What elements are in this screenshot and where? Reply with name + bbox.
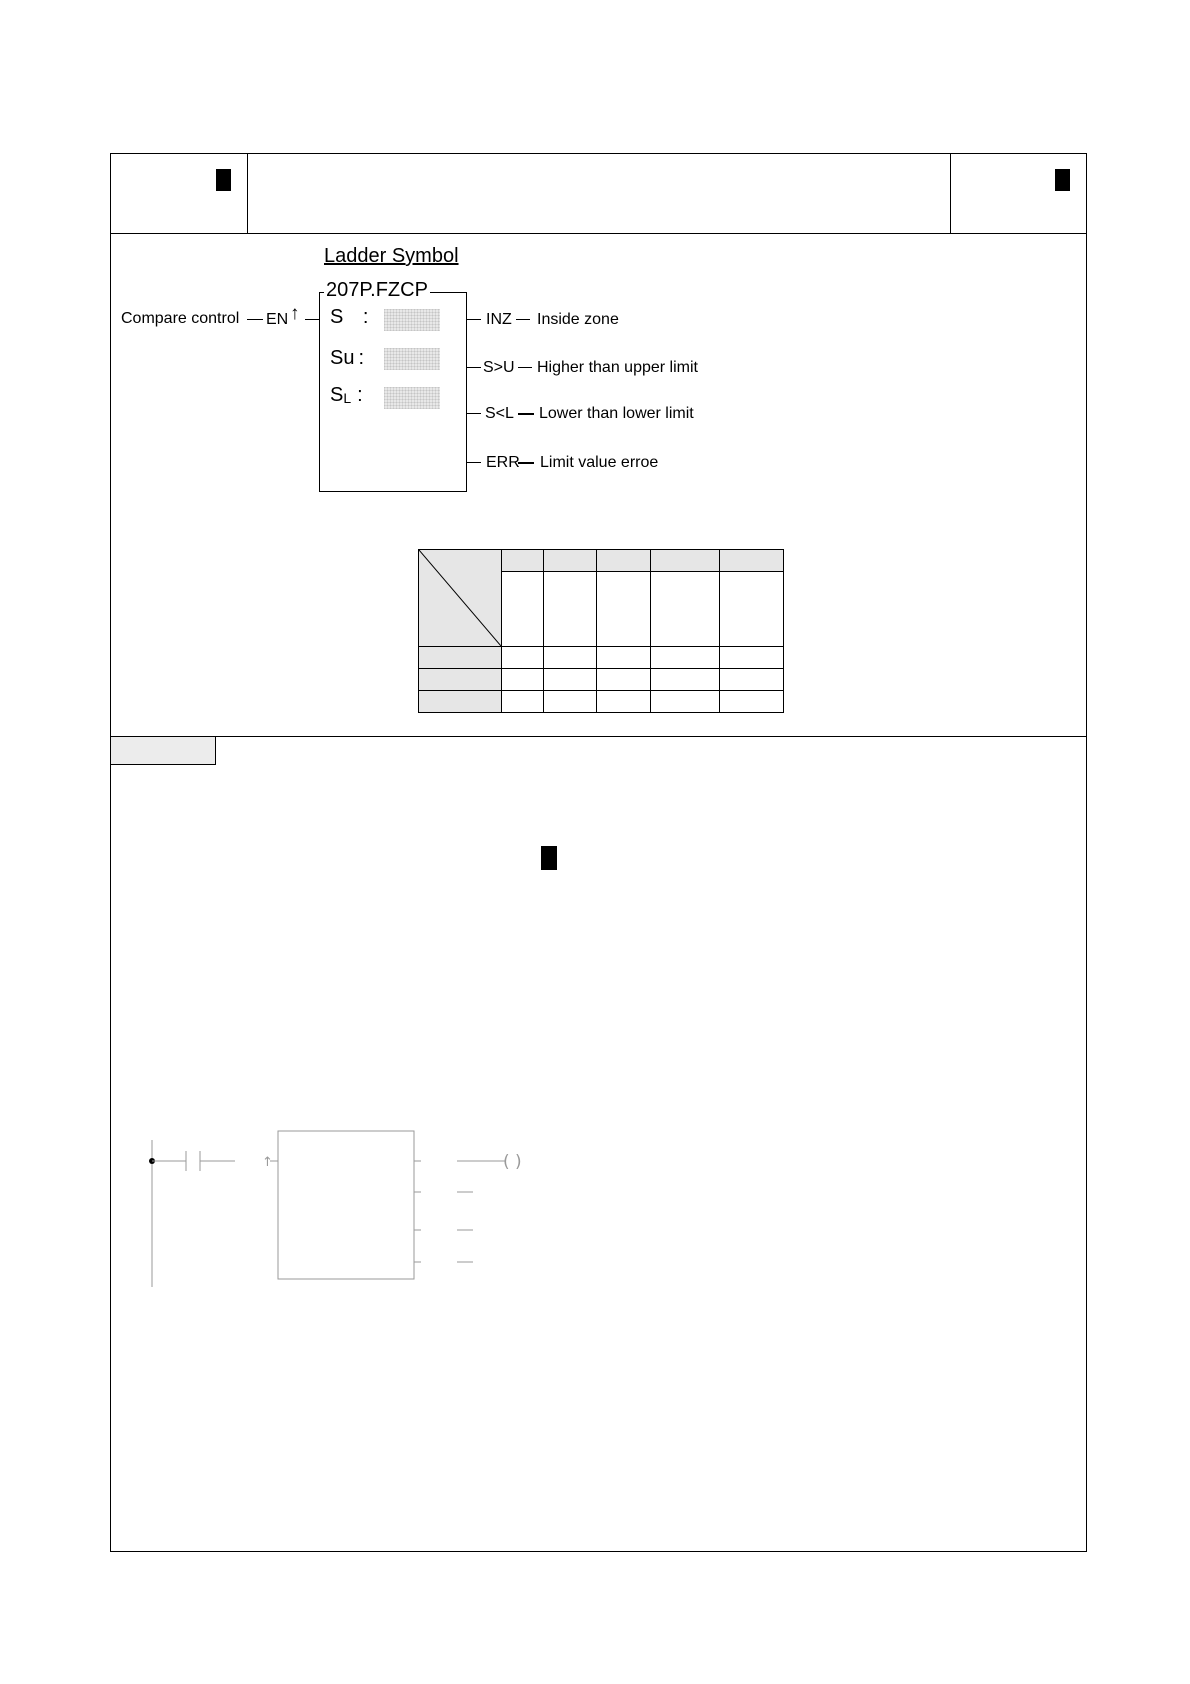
output-sl-line (467, 413, 481, 414)
operand-table (418, 549, 784, 713)
output-inz-line (467, 319, 481, 320)
output-su-pin: S>U (483, 359, 515, 376)
table-header-cell (544, 550, 597, 572)
table-cell (597, 647, 651, 669)
operand-su-value-field[interactable] (384, 348, 440, 370)
header-right-divider (950, 153, 951, 234)
table-header-cell (597, 550, 651, 572)
table-row (419, 647, 784, 669)
ladder-symbol-title: Ladder Symbol (324, 245, 459, 267)
table-corner-cell (419, 550, 502, 647)
table-header-cell (502, 550, 544, 572)
table-cell (502, 669, 544, 691)
operand-su-label (330, 347, 364, 370)
header-left-marker (216, 169, 231, 191)
output-err-desc-line (518, 462, 534, 464)
operand-sl-subscript: L (343, 390, 352, 406)
operand-s-value-field[interactable] (384, 309, 440, 331)
table-row (419, 669, 784, 691)
input-connector-line (305, 319, 319, 320)
table-cell (720, 669, 784, 691)
table-row-label (419, 647, 502, 669)
input-label: Compare control (121, 310, 240, 327)
operand-sl-separator: : (357, 384, 363, 406)
table-cell (651, 691, 720, 713)
table-subheader-cell (651, 572, 720, 647)
table-cell (502, 647, 544, 669)
function-block-name: 207P.FZCP (326, 279, 428, 301)
section-divider (110, 736, 1087, 737)
table-subheader-cell (544, 572, 597, 647)
table-cell (651, 647, 720, 669)
table-subheader-cell (502, 572, 544, 647)
rising-edge-icon: ↑ (262, 1155, 273, 1170)
operand-s-label (330, 306, 368, 329)
operand-su-name: Su (330, 347, 355, 369)
table-cell (544, 669, 597, 691)
output-su-line (467, 367, 481, 368)
operand-sl-label (330, 384, 363, 407)
input-lead-line (247, 319, 263, 320)
rising-edge-icon: ↑ (290, 303, 300, 324)
operand-sl-value-field[interactable] (384, 387, 440, 409)
output-su-description: Higher than upper limit (537, 359, 698, 376)
output-err-description: Limit value erroe (540, 454, 659, 471)
example-section-tab (110, 737, 216, 765)
operand-su-separator: : (358, 347, 365, 369)
header-divider (110, 233, 1087, 234)
header-right-marker (1055, 169, 1070, 191)
table-cell (720, 691, 784, 713)
header-left-divider (247, 153, 248, 234)
table-cell (544, 647, 597, 669)
operand-s-name: S (330, 306, 344, 328)
table-cell (720, 647, 784, 669)
table-cell (597, 691, 651, 713)
output-coil-icon: ( ) (503, 1152, 522, 1172)
output-inz-description: Inside zone (537, 311, 619, 328)
table-subheader-cell (597, 572, 651, 647)
output-sl-desc-line (518, 413, 534, 415)
output-inz-pin: INZ (486, 311, 512, 328)
example-function-block (278, 1131, 414, 1279)
table-row (419, 691, 784, 713)
table-header-cell (651, 550, 720, 572)
table-cell (544, 691, 597, 713)
output-err-pin: ERR (486, 454, 520, 471)
output-su-desc-line (518, 367, 532, 368)
table-subheader-cell (720, 572, 784, 647)
table-cell (502, 691, 544, 713)
diagonal-divider (419, 550, 501, 646)
output-err-line (467, 462, 481, 463)
output-sl-description: Lower than lower limit (539, 405, 694, 422)
example-ladder-diagram (140, 1125, 560, 1295)
table-row-label (419, 691, 502, 713)
table-header-cell (720, 550, 784, 572)
table-row-label (419, 669, 502, 691)
operand-sl-name: S (330, 384, 344, 406)
output-inz-desc-line (516, 319, 530, 320)
output-sl-pin: S<L (485, 405, 514, 422)
table-cell (597, 669, 651, 691)
enable-pin: EN (266, 311, 289, 328)
table-cell (651, 669, 720, 691)
example-marker (541, 846, 557, 870)
operand-s-separator: : (362, 306, 369, 328)
